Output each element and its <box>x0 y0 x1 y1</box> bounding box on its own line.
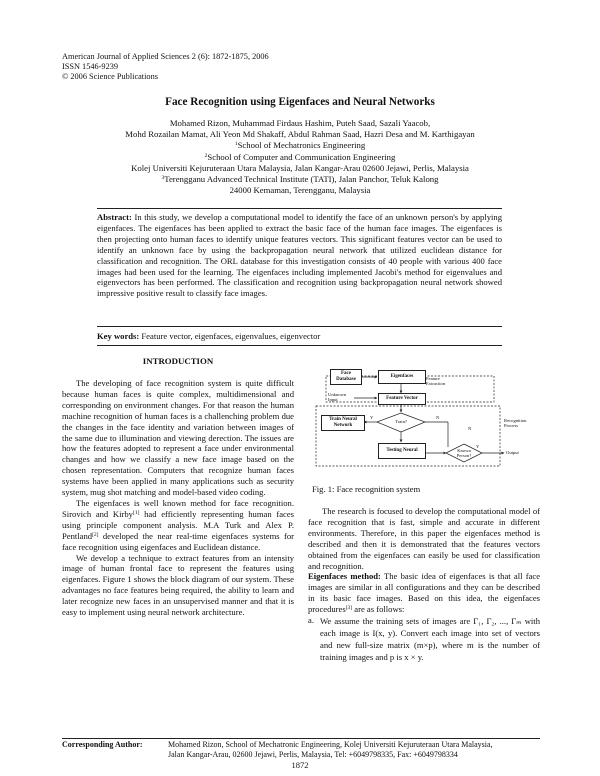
authors-line-2: Mohd Rozailan Mamat, Ali Yeon Md Shakaff, Abdul Rahman Saad, Hazri Desa and M. Karthigayan <box>125 129 475 140</box>
author-block <box>50 118 550 196</box>
eigenfaces-method-paragraph: Eigenfaces method: The basic idea of eigenfaces is that all face images are similar in all configurations and they can be described in its basic face images. Based on this idea, the eigenfaces procedures[3] are as follows: <box>308 571 541 615</box>
keywords <box>97 331 502 342</box>
authors-line-1: Mohamed Rizon, Muhammad Firdaus Hashim, Puteh Saad, Sazali Yaacob, <box>169 118 431 128</box>
affiliation-5: 24000 Kemaman, Terengganu, Malaysia <box>229 185 371 196</box>
known-yes-label: Y <box>476 444 480 449</box>
keywords-text: Feature vector, eigenfaces, eigenvalues, eigenvector <box>141 331 321 341</box>
abstract-label: Abstract: <box>97 212 132 222</box>
intro-paragraph-2: The eigenfaces is well known method for face recognition. Sirovich and Kirby[1] had efficiently representing human faces using principle component analysis. M.A Turk and Alex P. Pentland[2] developed the near real-time eigenfaces systems for face recognition using eigenfaces and Euclidean distance. <box>62 497 294 552</box>
intro-paragraph-3: We develop a technique to extract features from an intensity image of human frontal face to represent the features using eigenfaces. Figure 1 shows the block diagram of our system. These advantages no face features being required, the ability to learn and later recognize new faces in an unsupervised manner and that it is easy to implement using neural network architecture. <box>62 552 294 618</box>
train-question-label: Train? <box>395 419 407 424</box>
figure-1-diagram <box>308 356 540 474</box>
recognition-process-label: Recognition Process <box>504 418 527 429</box>
corresponding-author-line-1: Mohamed Rizon, School of Mechatronic Engineering, Kolej Universiti Kejuruteraan Utara Malaysia, <box>168 740 493 749</box>
abstract-top-rule <box>97 208 502 209</box>
train-neural-network-box: Train Neural Network <box>321 415 365 431</box>
affiliation-3: Kolej Universiti Kejuruteraan Utara Malaysia, Jalan Kangar-Arau 02600 Jejawi, Perlis, Malaysia <box>131 162 469 173</box>
yes-label: Y <box>370 415 374 420</box>
right-paragraph-1: The research is focused to develop the computational model of face recognition that is fast, simple and accurate in different environments. Therefore, in this paper the eigenfaces method is described and then it is demonstrated that the features vectors obtained from the eigenfaces can easily be used for classification and recognition. <box>308 506 540 571</box>
paper-title: Face Recognition using Eigenfaces and Neural Networks <box>165 96 435 108</box>
abstract-bottom-rule <box>97 326 502 327</box>
intro-heading: INTRODUCTION <box>142 356 214 366</box>
footer-rule <box>62 738 540 739</box>
corresponding-author-label: Corresponding Author: <box>62 740 143 749</box>
page-number: 1872 <box>291 760 309 770</box>
feature-vector-box: Feature Vector <box>378 393 426 405</box>
eigenfaces-box: Eigenfaces <box>378 370 426 384</box>
feature-extraction-label: Feature Extraction <box>426 376 446 387</box>
left-column <box>62 378 294 618</box>
procedure-list-item-a <box>308 615 540 663</box>
affiliation-4: $^3$Terengganu Advanced Technical Institute (TATI), Jalan Panchor, Teluk Kalong <box>161 174 439 185</box>
keywords-label: Key words: <box>97 331 140 341</box>
no-label: N <box>436 415 440 420</box>
face-database-box: Face Database <box>330 369 362 385</box>
procedure-step-a: We assume the training sets of images are Γ₁, Γ₂, ..., Γₘ with each image is I(x, y). Convert each image into set of vectors and new full-size matrix (m×p), where m is the number of training images and p is x × y. <box>320 616 540 663</box>
corresponding-author-details <box>168 740 540 760</box>
journal-citation: American Journal of Applied Sciences 2 (6): 1872-1875, 2006 <box>62 52 269 61</box>
known-no-label: N <box>468 426 472 431</box>
copyright: © 2006 Science Publications <box>62 72 158 81</box>
abstract-text: In this study, we develop a computational model to identify the face of an unknown person's by applying eigenfaces. The eigenfaces has been applied to extract the basic face of the human face images. The eigenfaces is then projecting onto human faces to identify unique features vectors. This significant features vector can be used to identify an unknown face by using the backpropagation neural network that utilized euclidean distance for classification and recognition. The ORL database for this investigation consists of 40 people with various 400 face images had been used for the learning. The eigenfaces including implemented Jacobi's method for eigenvalues and eigenvectors has been performed. The classification and recognition using backpropagation neural network showed impressive positive result to classify face images. <box>97 212 502 299</box>
testing-neural-box: Testing Neural <box>378 443 426 459</box>
unknown-input-label: Unknown Input <box>328 392 347 403</box>
right-column <box>308 506 540 663</box>
keywords-bottom-rule <box>97 345 502 346</box>
output-label: Output <box>506 450 519 455</box>
abstract <box>97 212 502 299</box>
affiliation-1: $^1$School of Mechatronics Engineering <box>234 140 366 151</box>
issn: ISSN 1546-9239 <box>62 62 119 71</box>
corresponding-author-line-2: Jalan Kangar-Arau, 02600 Jejawi, Perlis, Malaysia, Tel: +6049798335, Fax: +6049798334 <box>168 750 458 759</box>
affiliation-2: $^2$School of Computer and Communication Engineering <box>204 151 396 162</box>
intro-paragraph-1: The developing of face recognition system is quite difficult because human faces is quite complex, multidimensional and corresponding on environment changes. For that reason the human machine recognition of human faces is a challenching problem due the changes in the face identity and variation between images of the same due to illumination and viewing derection. The issues are how the features adopted to represent a face under environmental changes and how we classify a new face image based on the chosen representation. Computers that recognize human faces systems have been applied in many applications such as security system, mug shot matching and model-based video coding. <box>62 378 294 498</box>
list-marker: a. <box>308 615 314 626</box>
known-person-label: Known Person? <box>456 448 472 459</box>
figure-1-caption: Fig. 1: Face recognition system <box>312 484 421 494</box>
